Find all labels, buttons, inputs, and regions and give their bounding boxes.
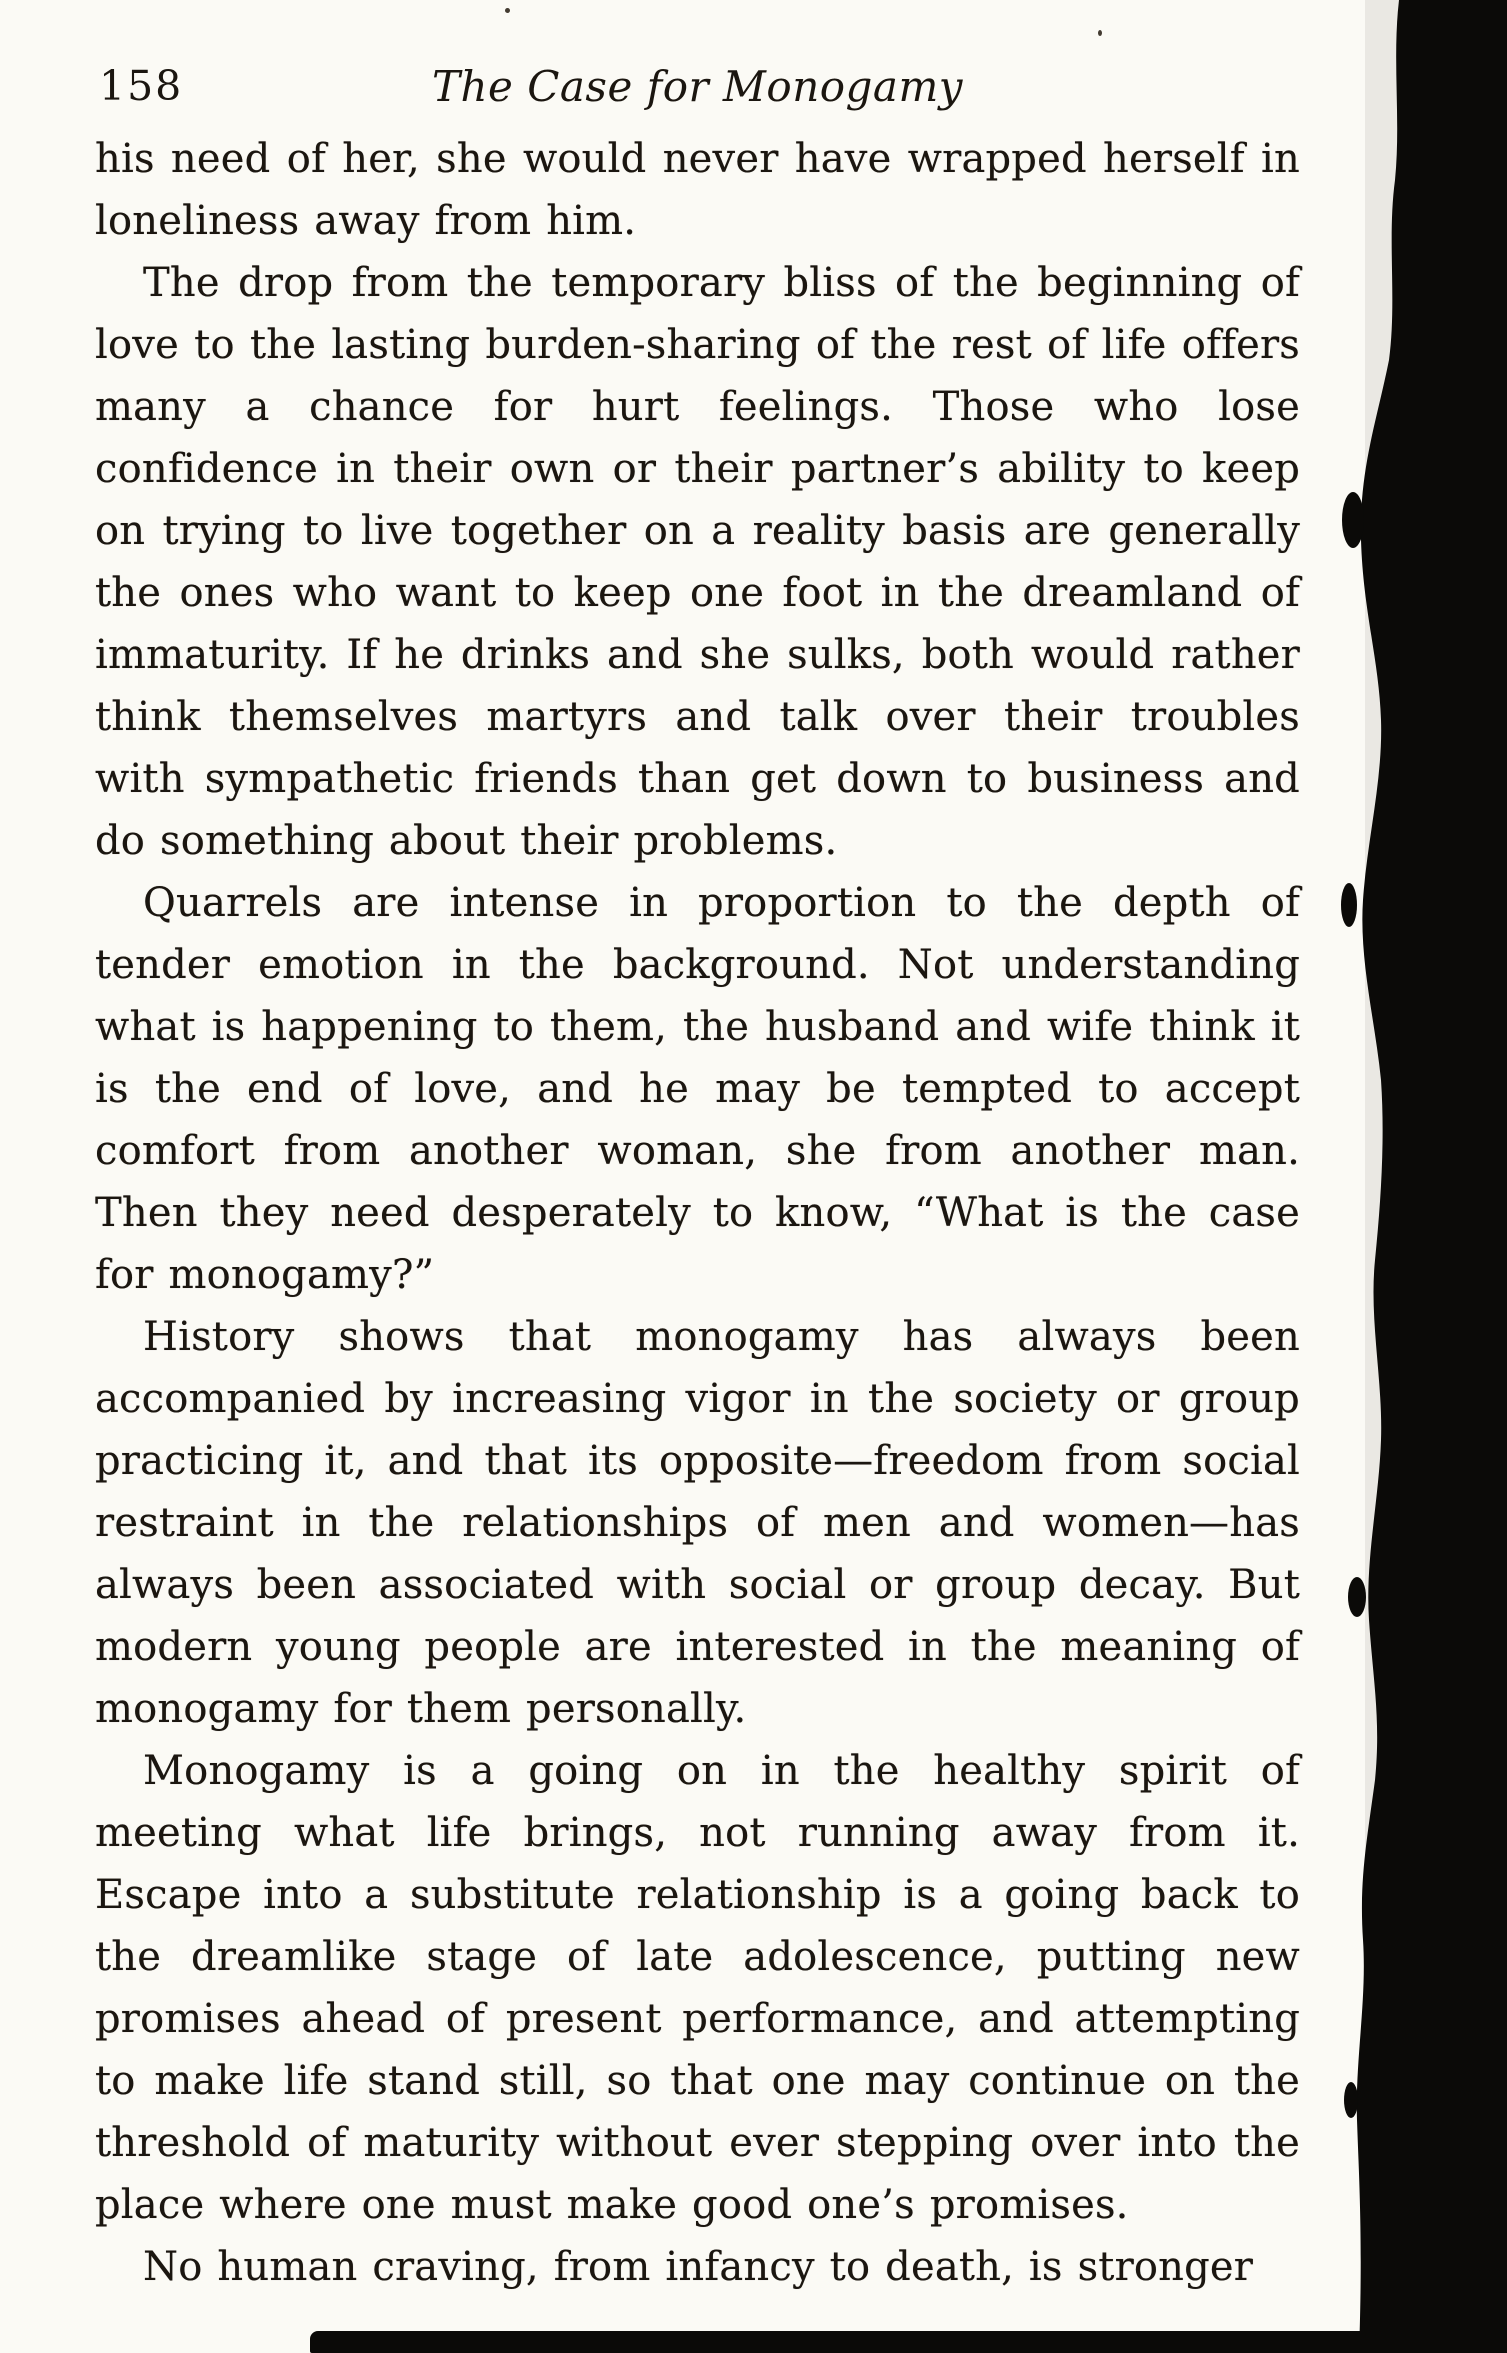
scan-speck	[1098, 30, 1102, 36]
paragraph: No human craving, from infancy to death, is stronger	[143, 2244, 1254, 2290]
running-head	[95, 62, 1300, 118]
scan-speck	[505, 8, 510, 13]
paragraph: Quarrels are intense in proportion to the depth of tender emotion in the background. Not understanding what is happening to them, the husband and wife think it is the end of love, and he may be tempted to accept comfort from another woman, she from another man. Then they need desperately to know, “What is the case for monogamy?”	[95, 880, 1300, 1298]
body-text	[95, 128, 1300, 2298]
running-head-title: The Case for Monogamy	[431, 62, 964, 111]
paragraph: Monogamy is a going on in the healthy spirit of meeting what life brings, not running away from it. Escape into a substitute relationship is a going back to the dreamlike stage of late adolescence, putting new promises ahead of present performance, and attempting to make life stand still, so that one may continue on the threshold of maturity without ever stepping over into the place where one must make good one’s promises.	[95, 1748, 1300, 2228]
page-number: 158	[99, 62, 184, 110]
scan-bottom-edge-artifact	[310, 2331, 1507, 2353]
scan-gutter-artifact	[1337, 0, 1507, 2353]
paragraph: The drop from the temporary bliss of the beginning of love to the lasting burden-sharing of the rest of life offers many a chance for hurt feelings. Those who lose confidence in their own or their partner’s ability to keep on trying to live together on a reality basis are generally the ones who want to keep one foot in the dreamland of immaturity. If he drinks and she sulks, both would rather think themselves martyrs and talk over their troubles with sympathetic friends than get down to business and do something about their problems.	[95, 260, 1300, 864]
paragraph: History shows that monogamy has always been accompanied by increasing vigor in the society or group practicing it, and that its opposite—freedom from social restraint in the relationships of men and women—has always been associated with social or group decay. But modern young people are interested in the meaning of monogamy for them personally.	[95, 1314, 1300, 1732]
paragraph: his need of her, she would never have wrapped herself in loneliness away from him.	[95, 136, 1300, 244]
